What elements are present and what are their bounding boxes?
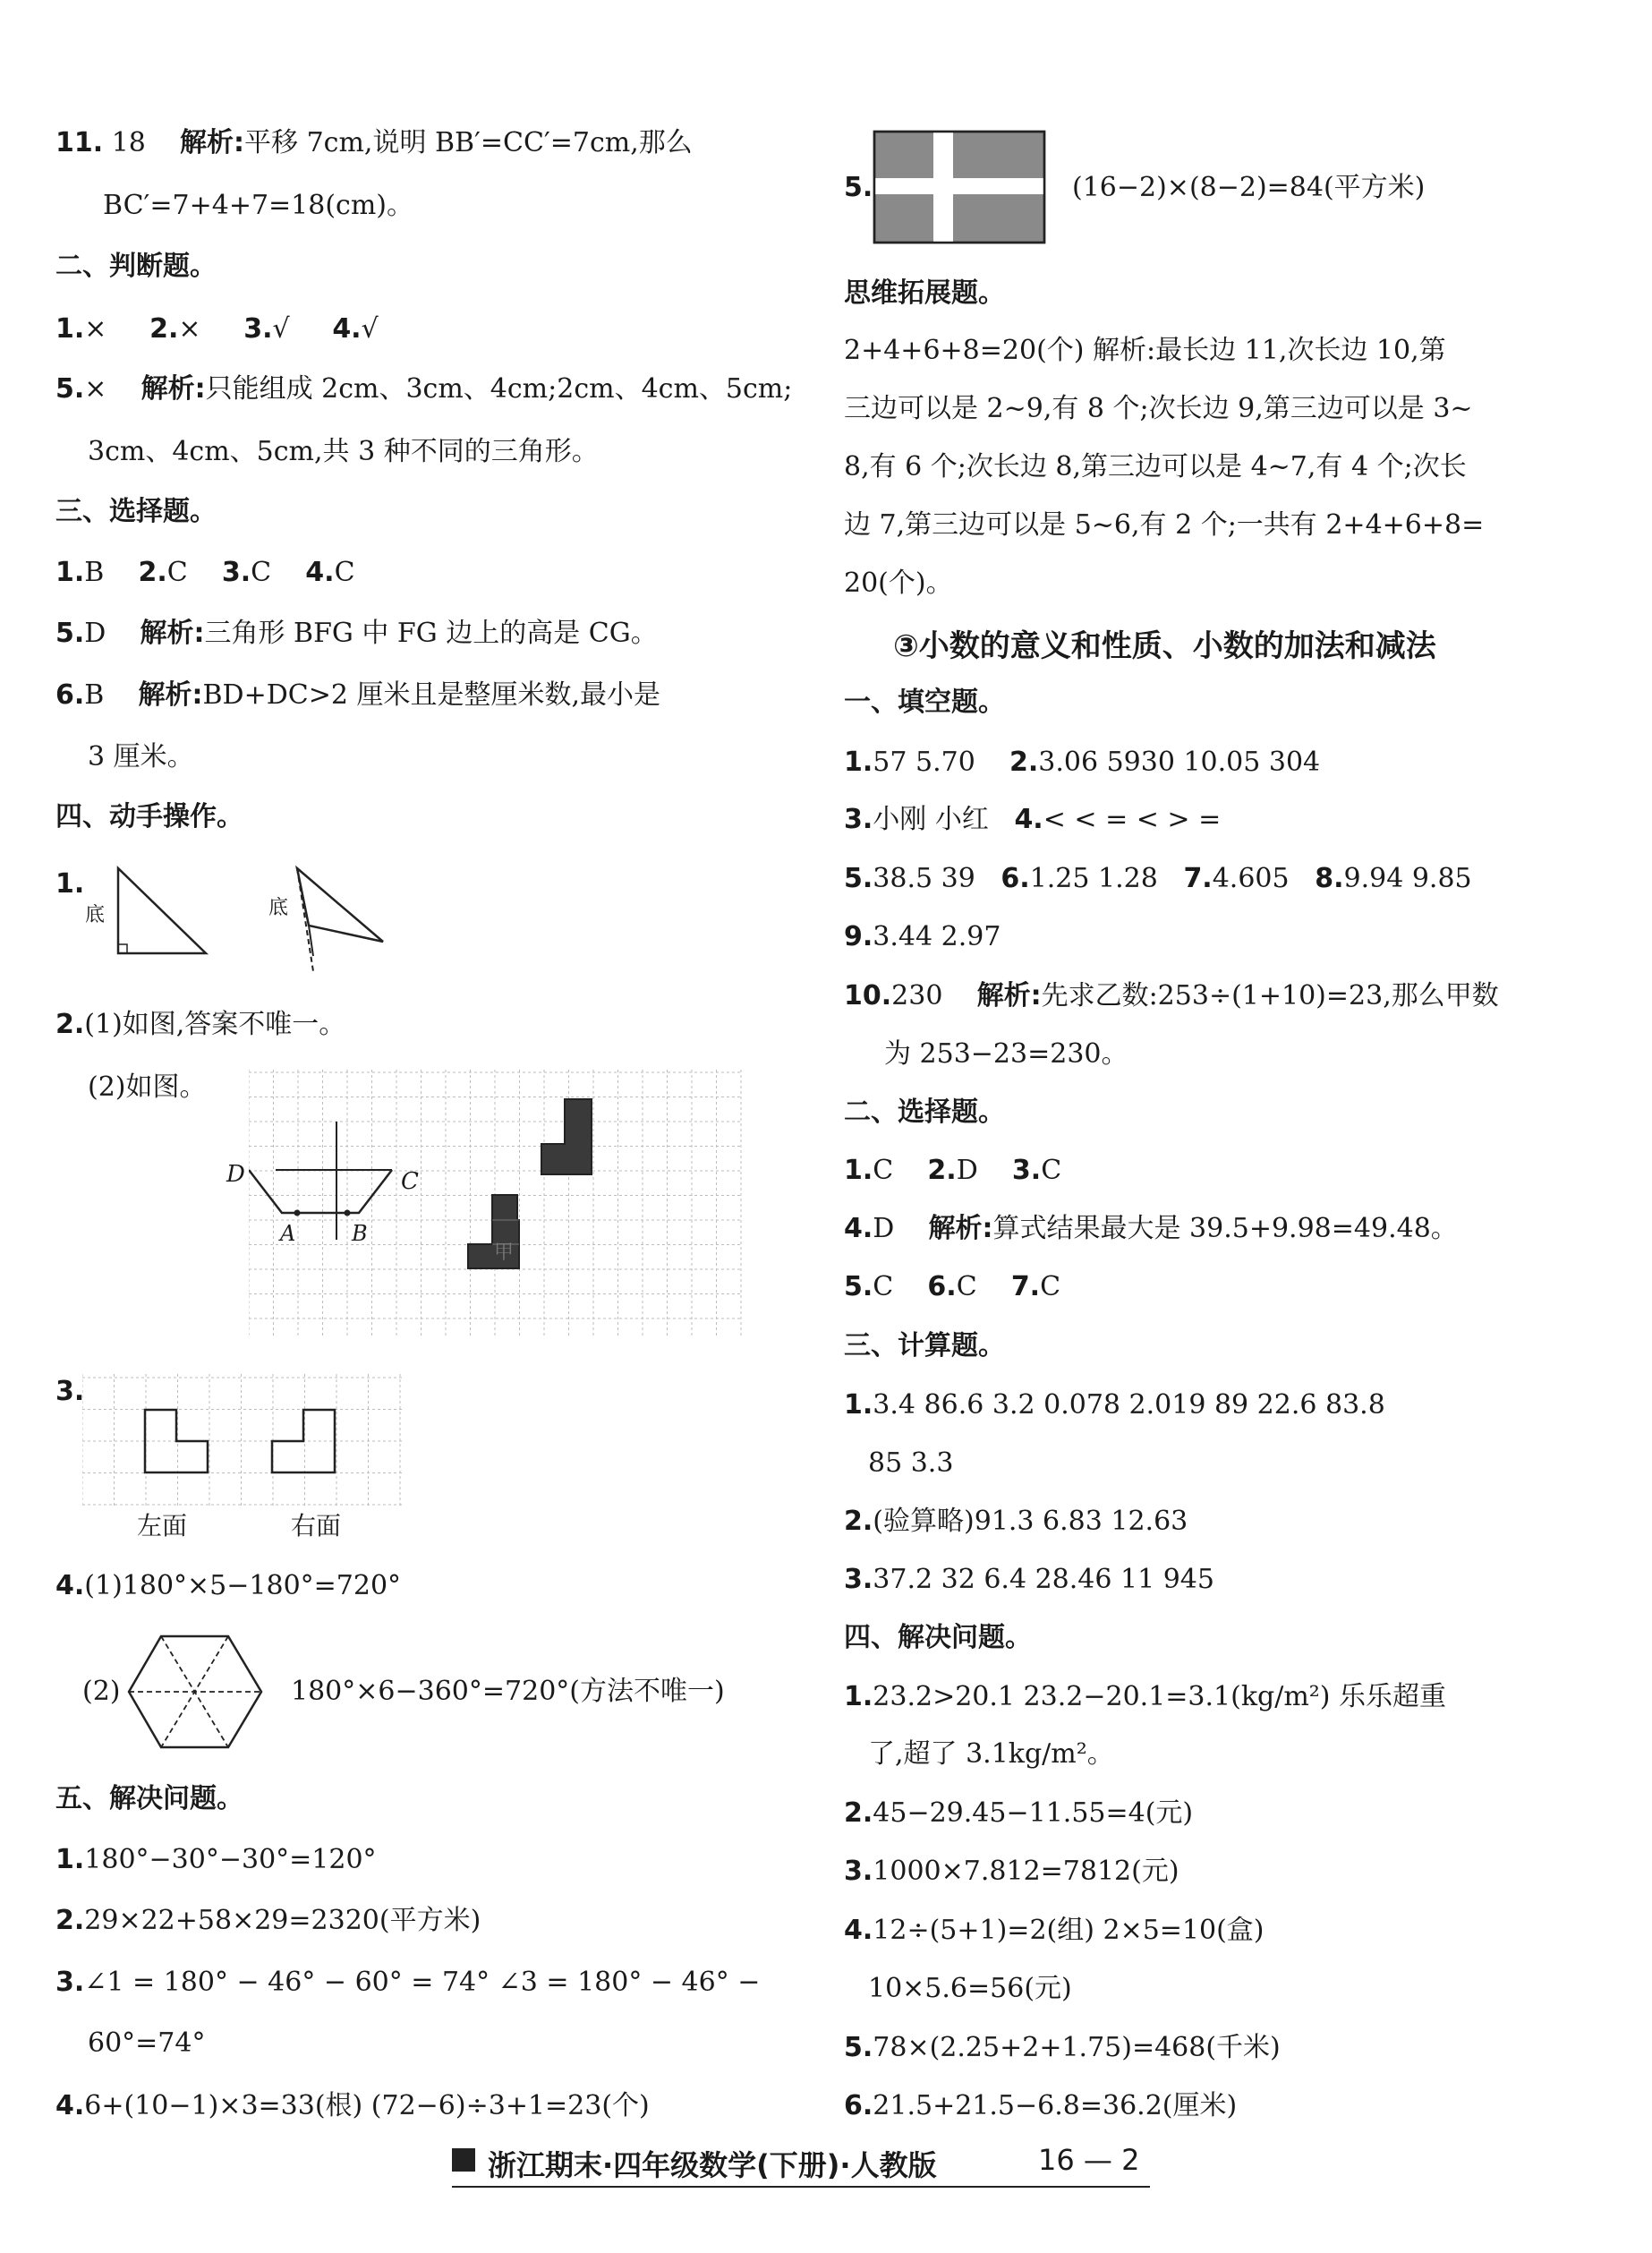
- r-choice-q4: 4.D 解析:算式结果最大是 39.5+9.98=49.48。: [844, 1213, 1458, 1244]
- r-solve-title: 四、解决问题。: [844, 1622, 1032, 1653]
- footer-square-icon: [452, 2148, 475, 2172]
- r-q5-num: 5.: [844, 172, 873, 203]
- footer-title: 浙江期末·四年级数学(下册)·人教版: [488, 2148, 937, 2182]
- r-think-l1: 2+4+6+8=20(个) 解析:最长边 11,次长边 10,第: [844, 335, 1446, 366]
- op-q2-line2: (2)如图。: [88, 1071, 207, 1103]
- r-solve-q2: 2.45−29.45−11.55=4(元): [844, 1797, 1194, 1829]
- r-solve-q4-l2: 10×5.6=56(元): [868, 1973, 1072, 2004]
- choice-row1: 1.B 2.C 3.C 4.C: [55, 557, 355, 588]
- r-think-title: 思维拓展题。: [844, 277, 1005, 309]
- r-calc-q3: 3.37.2 32 6.4 28.46 11 945: [844, 1564, 1214, 1595]
- solve-q1: 1.180°−30°−30°=120°: [55, 1844, 377, 1875]
- solve-q3-line1: 3.∠1 = 180° − 46° − 60° = 74° ∠3 = 180° − 46° −: [55, 1967, 761, 1998]
- op-q3-left-label: 左面: [137, 1511, 188, 1540]
- section-title-judge: 二、判断题。: [55, 251, 217, 282]
- label-jia: 甲: [494, 1242, 515, 1264]
- r-think-l4: 边 7,第三边可以是 5~6,有 2 个;一共有 2+4+6+8=: [844, 509, 1485, 541]
- op-q2-grid-figure: [249, 1070, 743, 1338]
- r-solve-q3: 3.1000×7.812=7812(元): [844, 1856, 1179, 1887]
- r-solve-q4-l1: 4.12÷(5+1)=2(组) 2×5=10(盒): [844, 1915, 1265, 1946]
- label-C: C: [401, 1168, 419, 1195]
- op-q3-right-label: 右面: [291, 1511, 342, 1540]
- r-fill-title: 一、填空题。: [844, 687, 1005, 718]
- footer-page-number: 16 — 2: [1038, 2143, 1140, 2177]
- r-choice-l1: 1.C 2.D 3.C: [844, 1155, 1062, 1186]
- r-choice-title: 二、选择题。: [844, 1097, 1005, 1128]
- r-choice-l3: 5.C 6.C 7.C: [844, 1271, 1061, 1302]
- op-q2-line1: 2.(1)如图,答案不唯一。: [55, 1009, 346, 1040]
- r-think-l3: 8,有 6 个;次长边 8,第三边可以是 4~7,有 4 个;次长: [844, 451, 1467, 482]
- r-fill-q10-l2: 为 253−23=230。: [884, 1038, 1128, 1070]
- r-calc-q1-l1: 1.3.4 86.6 3.2 0.078 2.019 89 22.6 83.8: [844, 1389, 1385, 1421]
- r-fill-l1: 1.57 5.70 2.3.06 5930 10.05 304: [844, 747, 1321, 778]
- op-q1-triangles: [107, 859, 394, 985]
- solve-q2: 2.29×22+58×29=2320(平方米): [55, 1905, 481, 1936]
- r-fill-l2: 3.小刚 小红 4.< < = < > =: [844, 804, 1222, 835]
- section-title-operation: 四、动手操作。: [55, 801, 243, 832]
- op-q4-sub2-formula: 180°×6−360°=720°(方法不唯一): [291, 1676, 725, 1707]
- section-title-solve: 五、解决问题。: [55, 1783, 243, 1814]
- r-unit-title: ③小数的意义和性质、小数的加法和减法: [893, 628, 1436, 664]
- op-q1-base2: 底: [268, 897, 289, 919]
- choice-q6-line1: 6.B 解析:BD+DC>2 厘米且是整厘米数,最小是: [55, 679, 661, 711]
- choice-q5: 5.D 解析:三角形 BFG 中 FG 边上的高是 CG。: [55, 618, 658, 649]
- solve-q3-line2: 60°=74°: [88, 2027, 206, 2059]
- r-solve-q6: 6.21.5+21.5−6.8=36.2(厘米): [844, 2090, 1238, 2121]
- r-solve-q1-l2: 了,超了 3.1kg/m²。: [868, 1738, 1114, 1770]
- label-A: A: [280, 1221, 296, 1246]
- label-B: B: [352, 1221, 368, 1246]
- judge-q5-line1: 5.× 解析:只能组成 2cm、3cm、4cm;2cm、4cm、5cm;: [55, 373, 793, 405]
- r-fill-l4: 9.3.44 2.97: [844, 921, 1001, 952]
- r-fill-l3: 5.38.5 39 6.1.25 1.28 7.4.605 8.9.94 9.85: [844, 863, 1472, 894]
- label-D: D: [226, 1161, 245, 1188]
- q11-line1: 11. 18 解析:平移 7cm,说明 BB′=CC′=7cm,那么: [55, 127, 693, 158]
- op-q1-num: 1.: [55, 868, 85, 900]
- solve-q4: 4.6+(10−1)×3=33(根) (72−6)÷3+1=23(个): [55, 2090, 650, 2121]
- op-q3-num: 3.: [55, 1376, 85, 1407]
- page-footer: [452, 2139, 1150, 2188]
- op-q1-base1: 底: [85, 904, 106, 926]
- r-fill-q10-l1: 10.230 解析:先求乙数:253÷(1+10)=23,那么甲数: [844, 980, 1499, 1011]
- judge-q5-line2: 3cm、4cm、5cm,共 3 种不同的三角形。: [88, 436, 599, 467]
- r-calc-title: 三、计算题。: [844, 1330, 1005, 1361]
- op-q4-line1: 4.(1)180°×5−180°=720°: [55, 1570, 402, 1601]
- r-q5-lawn-figure: [873, 130, 1047, 246]
- r-solve-q5: 5.78×(2.25+2+1.75)=468(千米): [844, 2032, 1281, 2063]
- r-solve-q1-l1: 1.23.2>20.1 23.2−20.1=3.1(kg/m²) 乐乐超重: [844, 1681, 1447, 1712]
- op-q4-hexagon: [125, 1629, 268, 1754]
- section-title-choice: 三、选择题。: [55, 496, 217, 527]
- q11-line2: BC′=7+4+7=18(cm)。: [103, 190, 414, 221]
- choice-q6-line2: 3 厘米。: [88, 741, 194, 772]
- r-calc-q2: 2.(验算略)91.3 6.83 12.63: [844, 1506, 1188, 1537]
- op-q4-sub2: (2): [82, 1676, 121, 1707]
- r-think-l5: 20(个)。: [844, 568, 953, 599]
- op-q3-views: [82, 1374, 403, 1506]
- judge-row1: 1.× 2.× 3.√ 4.√: [55, 313, 379, 345]
- r-calc-q1-l2: 85 3.3: [868, 1447, 954, 1479]
- r-think-l2: 三边可以是 2~9,有 8 个;次长边 9,第三边可以是 3~: [844, 393, 1473, 424]
- r-q5-formula: (16−2)×(8−2)=84(平方米): [1072, 172, 1426, 203]
